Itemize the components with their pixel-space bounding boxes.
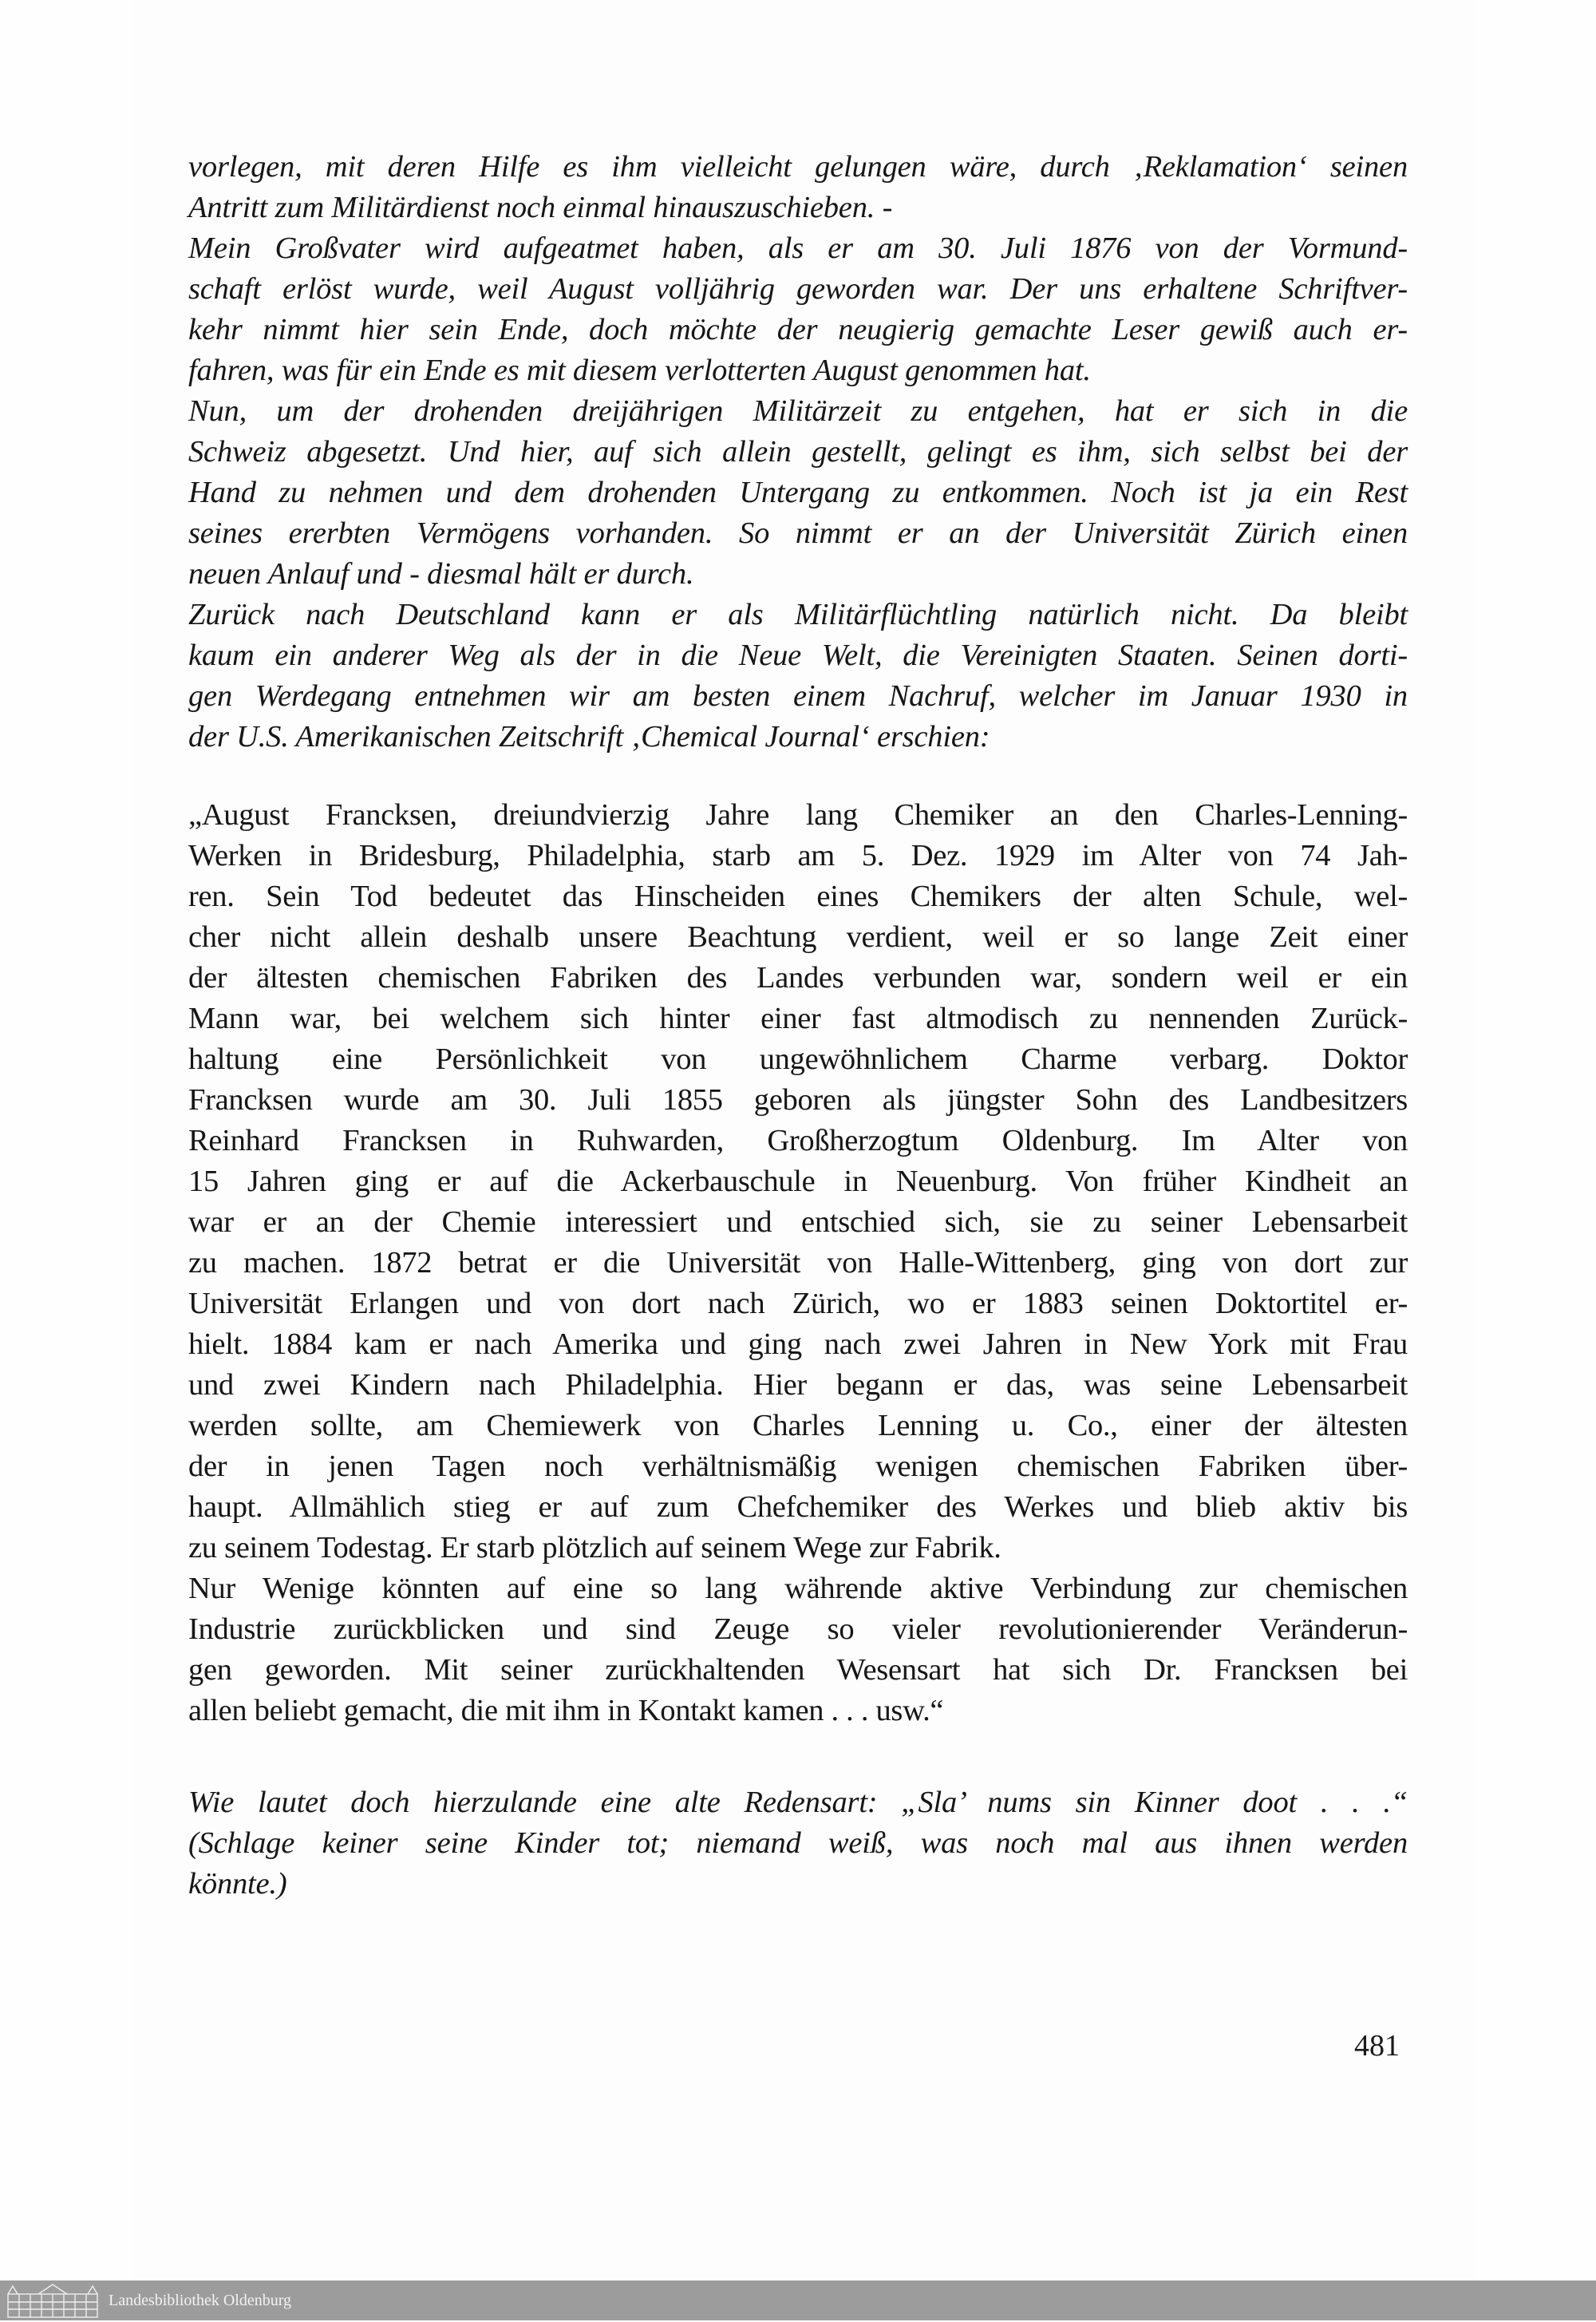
text-line: ren. Sein Tod bedeutet das Hinscheiden eines Chemikers der alten Schule, wel- xyxy=(188,880,1408,913)
text-line: zu machen. 1872 betrat er die Universität von Halle-Wittenberg, ging von dort zur xyxy=(188,1246,1408,1280)
text-line: haupt. Allmählich stieg er auf zum Chefchemiker des Werkes und blieb aktiv bis xyxy=(188,1490,1408,1524)
text-line: haltung eine Persönlichkeit von ungewöhnlichem Charme verbarg. Doktor xyxy=(188,1042,1408,1076)
page-number: 481 xyxy=(1354,2029,1400,2063)
footer-bar xyxy=(0,2280,1596,2320)
text-line: Francksen wurde am 30. Juli 1855 geboren als jüngster Sohn des Landbesitzers xyxy=(188,1083,1408,1117)
text-line: Universität Erlangen und von dort nach Zürich, wo er 1883 seinen Doktortitel er- xyxy=(188,1287,1408,1320)
text-line: gen geworden. Mit seiner zurückhaltenden Wesensart hat sich Dr. Francksen bei xyxy=(188,1653,1408,1687)
text-line: gen Werdegang entnehmen wir am besten einem Nachruf, welcher im Januar 1930 in xyxy=(188,679,1408,713)
text-line: der in jenen Tagen noch verhältnismäßig wenigen chemischen Fabriken über- xyxy=(188,1450,1408,1483)
text-line: neuen Anlauf und - diesmal hält er durch. xyxy=(188,557,694,591)
text-line: kehr nimmt hier sein Ende, doch möchte der neugierig gemachte Leser gewiß auch er- xyxy=(188,313,1408,346)
text-line: hielt. 1884 kam er nach Amerika und ging nach zwei Jahren in New York mit Frau xyxy=(188,1327,1408,1361)
intro-paragraphs xyxy=(188,147,1408,758)
text-line: fahren, was für ein Ende es mit diesem verlotterten August genommen hat. xyxy=(188,354,1091,387)
text-line: Mein Großvater wird aufgeatmet haben, als er am 30. Juli 1876 von der Vormund- xyxy=(188,231,1408,265)
text-line: „August Francksen, dreiundvierzig Jahre lang Chemiker an den Charles-Lenning- xyxy=(188,798,1408,832)
closing-paragraph xyxy=(188,1782,1408,1905)
text-line: Werken in Bridesburg, Philadelphia, starb am 5. Dez. 1929 im Alter von 74 Jah- xyxy=(188,839,1408,872)
text-line: zu seinem Todestag. Er starb plötzlich auf seinem Wege zur Fabrik. xyxy=(188,1531,1001,1564)
text-line: Schweiz abgesetzt. Und hier, auf sich allein gestellt, gelingt es ihm, sich selbst bei der xyxy=(188,435,1408,469)
text-line: Wie lautet doch hierzulande eine alte Redensart: „Sla’ nums sin Kinner doot . . .“ xyxy=(188,1786,1408,1819)
text-line: und zwei Kindern nach Philadelphia. Hier begann er das, was seine Lebensarbeit xyxy=(188,1368,1408,1402)
text-line: der U.S. Amerikanischen Zeitschrift ‚Chemical Journal‘ erschien: xyxy=(188,720,990,754)
text-line: Nur Wenige könnten auf eine so lang währende aktive Verbindung zur chemischen xyxy=(188,1572,1408,1605)
text-line: vorlegen, mit deren Hilfe es ihm vielleicht gelungen wäre, durch ‚Reklamation‘ seinen xyxy=(188,150,1408,184)
text-line: Hand zu nehmen und dem drohenden Untergang zu entkommen. Noch ist ja ein Rest xyxy=(188,476,1408,509)
obituary-quote xyxy=(188,795,1408,1731)
text-line: der ältesten chemischen Fabriken des Landes verbunden war, sondern weil er ein xyxy=(188,961,1408,995)
text-line: 15 Jahren ging er auf die Ackerbauschule in Neuenburg. Von früher Kindheit an xyxy=(188,1165,1408,1198)
text-line: Antritt zum Militärdienst noch einmal hinauszuschieben. - xyxy=(188,191,893,224)
library-building-icon xyxy=(6,2283,99,2318)
text-line: könnte.) xyxy=(188,1867,287,1901)
text-line: allen beliebt gemacht, die mit ihm in Kontakt kamen . . . usw.“ xyxy=(188,1694,944,1727)
text-line: war er an der Chemie interessiert und entschied sich, sie zu seiner Lebensarbeit xyxy=(188,1205,1408,1239)
text-line: kaum ein anderer Weg als der in die Neue Welt, die Vereinigten Staaten. Seinen dorti- xyxy=(188,639,1408,672)
text-line: (Schlage keiner seine Kinder tot; niemand weiß, was noch mal aus ihnen werden xyxy=(188,1826,1408,1860)
text-line: seines ererbten Vermögens vorhanden. So nimmt er an der Universität Zürich einen xyxy=(188,516,1408,550)
library-name: Landesbibliothek Oldenburg xyxy=(109,2291,292,2309)
text-line: cher nicht allein deshalb unsere Beachtung verdient, weil er so lange Zeit einer xyxy=(188,920,1408,954)
text-line: Nun, um der drohenden dreijährigen Militärzeit zu entgehen, hat er sich in die xyxy=(188,394,1408,428)
text-line: Industrie zurückblicken und sind Zeuge so vieler revolutionierender Veränderun- xyxy=(188,1612,1408,1646)
text-line: werden sollte, am Chemiewerk von Charles Lenning u. Co., einer der ältesten xyxy=(188,1409,1408,1442)
text-line: Mann war, bei welchem sich hinter einer fast altmodisch zu nennenden Zurück- xyxy=(188,1002,1408,1035)
text-line: Reinhard Francksen in Ruhwarden, Großherzogtum Oldenburg. Im Alter von xyxy=(188,1124,1408,1157)
text-line: schaft erlöst wurde, weil August volljährig geworden war. Der uns erhaltene Schriftver- xyxy=(188,272,1408,306)
text-line: Zurück nach Deutschland kann er als Militärflüchtling natürlich nicht. Da bleibt xyxy=(188,598,1408,631)
